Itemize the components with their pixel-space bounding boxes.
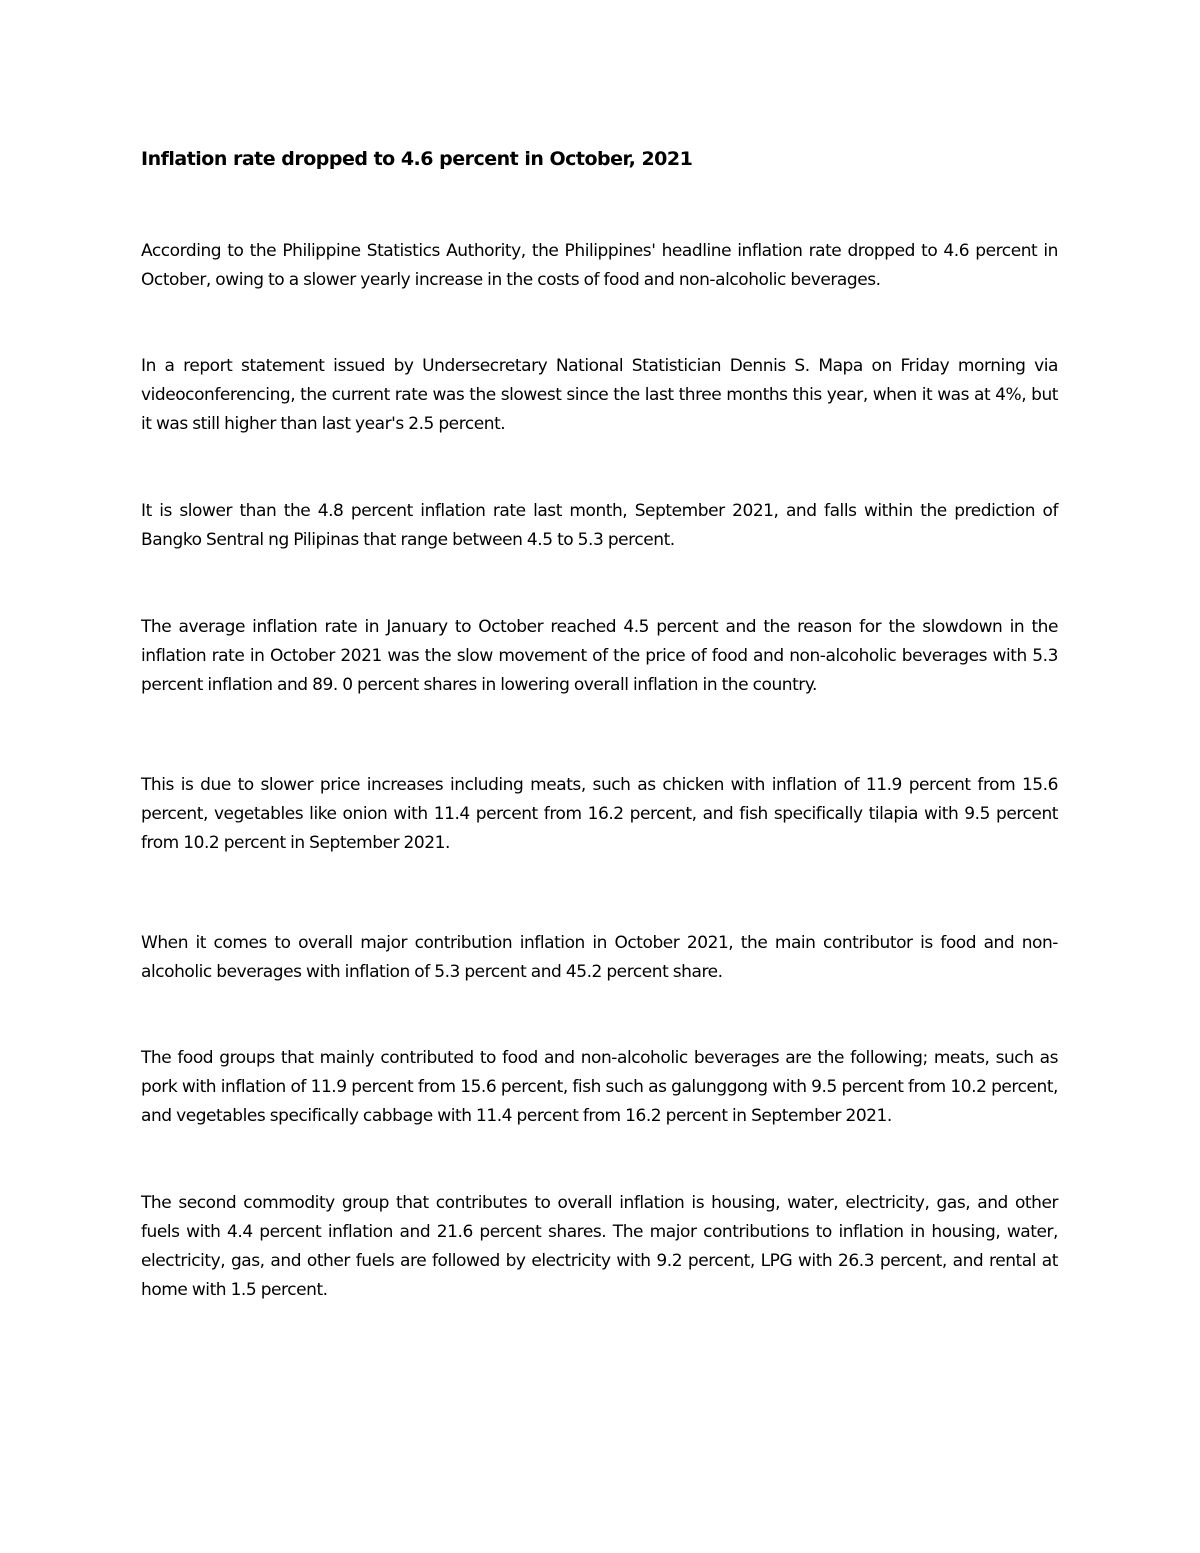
document-title: Inflation rate dropped to 4.6 percent in October, 2021 bbox=[141, 148, 693, 170]
paragraph-mapa-statement: In a report statement issued by Undersecretary National Statistician Dennis S. Mapa on Friday morning via videoconferencing, the current rate was the slowest since the last three months this year, when it was at 4%, but it was still higher than last year's 2.5 percent. bbox=[141, 356, 1058, 434]
paragraph-main-contributor: When it comes to overall major contribution inflation in October 2021, the main contributor is food and non-alcoholic beverages with inflation of 5.3 percent and 45.2 percent share. bbox=[141, 933, 1058, 982]
paragraph-bsp-prediction: It is slower than the 4.8 percent inflation rate last month, September 2021, and falls within the prediction of Bangko Sentral ng Pilipinas that range between 4.5 to 5.3 percent. bbox=[141, 501, 1058, 550]
paragraph-slower-price-increases: This is due to slower price increases including meats, such as chicken with inflation of 11.9 percent from 15.6 percent, vegetables like onion with 11.4 percent from 16.2 percent, and fish specifically tilapia with 9.5 percent from 10.2 percent in September 2021. bbox=[141, 775, 1058, 853]
paragraph-food-groups: The food groups that mainly contributed to food and non-alcoholic beverages are the following; meats, such as pork with inflation of 11.9 percent from 15.6 percent, fish such as galunggong with 9.5 percent from 10.2 percent, and vegetables specifically cabbage with 11.4 percent from 16.2 percent in September 2021. bbox=[141, 1048, 1058, 1126]
paragraph-average-inflation: The average inflation rate in January to October reached 4.5 percent and the reason for the slowdown in the inflation rate in October 2021 was the slow movement of the price of food and non-alcoholic beverages with 5.3 percent inflation and 89. 0 percent shares in lowering overall inflation in the country. bbox=[141, 617, 1058, 695]
paragraph-psa-headline: According to the Philippine Statistics Authority, the Philippines' headline inflation rate dropped to 4.6 percent in October, owing to a slower yearly increase in the costs of food and non-alcoholic beverages. bbox=[141, 241, 1058, 290]
document-body bbox=[141, 140, 1058, 1305]
paragraph-second-commodity-group: The second commodity group that contributes to overall inflation is housing, water, electricity, gas, and other fuels with 4.4 percent inflation and 21.6 percent shares. The major contributions to inflation in housing, water, electricity, gas, and other fuels are followed by electricity with 9.2 percent, LPG with 26.3 percent, and rental at home with 1.5 percent. bbox=[141, 1193, 1058, 1300]
